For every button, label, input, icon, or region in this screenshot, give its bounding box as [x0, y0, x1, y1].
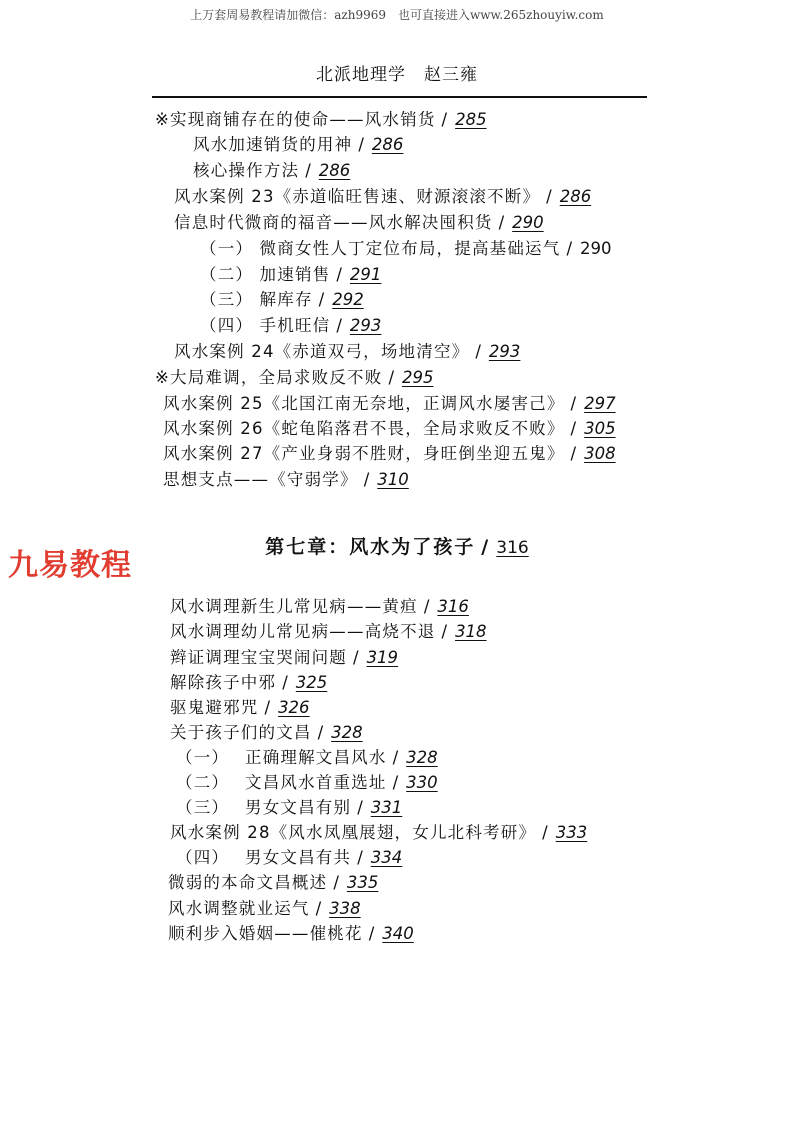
toc-entry[interactable] — [163, 468, 409, 492]
separator: / — [542, 823, 548, 842]
toc-entry[interactable] — [193, 159, 350, 183]
toc-entry-text: 风水加速销货的用神 — [193, 135, 353, 154]
separator: / — [333, 873, 339, 892]
separator: / — [305, 161, 311, 180]
toc-entry-text: 风水调理幼儿常见病——高烧不退 — [170, 622, 436, 641]
separator: / — [358, 135, 364, 154]
toc-entry-text: （一） 正确理解文昌风水 — [176, 748, 387, 767]
toc-entry-page: 334 — [370, 848, 403, 867]
toc-entry-text: 关于孩子们的文昌 — [170, 723, 312, 742]
toc-entry[interactable] — [176, 846, 402, 870]
toc-entry[interactable] — [176, 796, 402, 820]
toc-entry-text: 风水案例 27《产业身弱不胜财，身旺倒坐迎五鬼》 — [163, 444, 565, 463]
chapter-title: 第七章：风水为了孩子 — [265, 536, 476, 558]
toc-entry-text: 驱鬼避邪咒 — [170, 698, 259, 717]
separator: / — [481, 536, 489, 558]
toc-entry[interactable] — [193, 133, 403, 157]
separator: / — [368, 924, 375, 943]
toc-entry-text: （一） 微商女性人丁定位布局，提高基础运气 — [200, 239, 561, 258]
toc-entry-page: 292 — [332, 290, 364, 309]
toc-entry-page: 286 — [559, 187, 592, 206]
toc-entry[interactable] — [168, 871, 378, 895]
toc-entry-page: 326 — [278, 698, 310, 717]
toc-entry-page: 285 — [455, 110, 487, 129]
toc-entry-page: 286 — [318, 161, 351, 180]
toc-entry[interactable] — [155, 366, 434, 390]
separator: / — [388, 368, 394, 387]
toc-entry[interactable] — [163, 392, 616, 416]
toc-entry-page: 331 — [370, 798, 403, 817]
toc-entry-text: 风水案例 26《蛇龟陷落君不畏，全局求败反不败》 — [163, 419, 565, 438]
running-header: 北派地理学 赵三雍 — [316, 65, 478, 85]
separator: / — [546, 187, 552, 206]
toc-entry-page: 335 — [346, 873, 379, 892]
toc-entry-page: 295 — [402, 368, 434, 387]
toc-entry-text: ※实现商铺存在的使命——风水销货 — [155, 110, 436, 129]
toc-entry[interactable] — [155, 108, 487, 132]
toc-entry-page: 308 — [584, 444, 616, 463]
watermark-logo: 九易教程 — [8, 548, 132, 583]
toc-entry[interactable] — [170, 646, 398, 670]
toc-entry-text: （三） 男女文昌有别 — [176, 798, 352, 817]
toc-entry[interactable] — [174, 211, 544, 235]
separator: / — [353, 648, 359, 667]
toc-entry-text: 微弱的本命文昌概述 — [168, 873, 328, 892]
separator: / — [318, 290, 325, 309]
separator: / — [315, 899, 322, 918]
separator: / — [363, 470, 370, 489]
toc-entry-page: 319 — [366, 648, 399, 667]
toc-entry-text: 思想支点——《守弱学》 — [163, 470, 358, 489]
toc-entry-text: （三） 解库存 — [200, 290, 313, 309]
separator: / — [317, 723, 324, 742]
toc-entry-page: 340 — [382, 924, 414, 943]
toc-entry[interactable] — [163, 442, 616, 466]
toc-entry-text: （四） 手机旺信 — [200, 316, 331, 335]
toc-entry[interactable] — [170, 696, 310, 720]
toc-entry-page: 297 — [584, 394, 616, 413]
toc-entry-text: （四） 男女文昌有共 — [176, 848, 352, 867]
separator: / — [570, 419, 577, 438]
toc-entry-text: 核心操作方法 — [193, 161, 300, 180]
toc-entry[interactable] — [170, 671, 327, 695]
toc-entry-page: 328 — [331, 723, 363, 742]
toc-entry-page: 293 — [349, 316, 382, 335]
toc-entry-page: 330 — [406, 773, 438, 792]
separator: / — [264, 698, 271, 717]
toc-entry[interactable] — [170, 821, 587, 845]
separator: / — [570, 444, 577, 463]
toc-entry[interactable] — [168, 922, 414, 946]
separator: / — [441, 110, 448, 129]
toc-entry-text: 风水案例 24《赤道双弓，场地清空》 — [174, 342, 470, 361]
separator: / — [282, 673, 288, 692]
toc-entry[interactable] — [174, 340, 520, 364]
toc-entry-text: （二） 加速销售 — [200, 265, 331, 284]
toc-entry[interactable] — [200, 237, 612, 261]
separator: / — [441, 622, 448, 641]
toc-entry-page: 328 — [406, 748, 438, 767]
toc-entry-text: 辫证调理宝宝哭闹问题 — [170, 648, 347, 667]
toc-entry-text: 风水案例 28《风水凤凰展翅，女儿北科考研》 — [170, 823, 537, 842]
toc-entry-page: 293 — [488, 342, 521, 361]
toc-entry-text: （二） 文昌风水首重选址 — [176, 773, 387, 792]
toc-entry[interactable] — [200, 288, 364, 312]
toc-entry-text: 风水调理新生儿常见病——黄疸 — [170, 597, 418, 616]
toc-entry-page: 290 — [580, 239, 612, 258]
separator: / — [566, 239, 573, 258]
toc-entry[interactable] — [200, 263, 381, 287]
separator: / — [336, 316, 342, 335]
toc-entry-page: 318 — [455, 622, 487, 641]
chapter-heading[interactable] — [0, 532, 794, 559]
toc-entry[interactable] — [163, 417, 616, 441]
toc-entry-page: 310 — [377, 470, 409, 489]
toc-entry-text: ※大局难调，全局求败反不败 — [155, 368, 383, 387]
toc-entry[interactable] — [200, 314, 381, 338]
toc-entry[interactable] — [170, 620, 487, 644]
separator: / — [392, 748, 399, 767]
separator: / — [498, 213, 505, 232]
toc-entry-text: 风水案例 25《北国江南无奈地，正调风水屡害己》 — [163, 394, 565, 413]
chapter-page: 316 — [496, 538, 529, 558]
separator: / — [423, 597, 430, 616]
toc-entry-text: 风水调整就业运气 — [168, 899, 310, 918]
toc-entry-page: 286 — [371, 135, 404, 154]
toc-entry[interactable] — [170, 595, 469, 619]
toc-entry[interactable] — [170, 721, 363, 745]
toc-entry[interactable] — [176, 771, 438, 795]
toc-entry-text: 风水案例 23《赤道临旺售速、财源滚滚不断》 — [174, 187, 541, 206]
separator: / — [475, 342, 481, 361]
separator: / — [336, 265, 342, 284]
separator: / — [570, 394, 577, 413]
toc-entry[interactable] — [174, 185, 591, 209]
toc-entry-page: 325 — [295, 673, 328, 692]
toc-entry-page: 305 — [584, 419, 616, 438]
toc-entry-page: 333 — [555, 823, 588, 842]
toc-entry-text: 信息时代微商的福音——风水解决囤积货 — [174, 213, 493, 232]
toc-entry[interactable] — [168, 897, 361, 921]
toc-entry-page: 316 — [437, 597, 469, 616]
toc-entry-page: 338 — [329, 899, 361, 918]
toc-entry-text: 顺利步入婚姻——催桃花 — [168, 924, 363, 943]
separator: / — [357, 848, 363, 867]
toc-entry-page: 290 — [512, 213, 544, 232]
top-note: 上万套周易教程请加微信：azh9969 也可直接进入www.265zhouyiw.com — [190, 8, 604, 22]
separator: / — [392, 773, 399, 792]
toc-entry-page: 291 — [349, 265, 382, 284]
toc-entry[interactable] — [176, 746, 438, 770]
separator: / — [357, 798, 363, 817]
toc-entry-text: 解除孩子中邪 — [170, 673, 277, 692]
